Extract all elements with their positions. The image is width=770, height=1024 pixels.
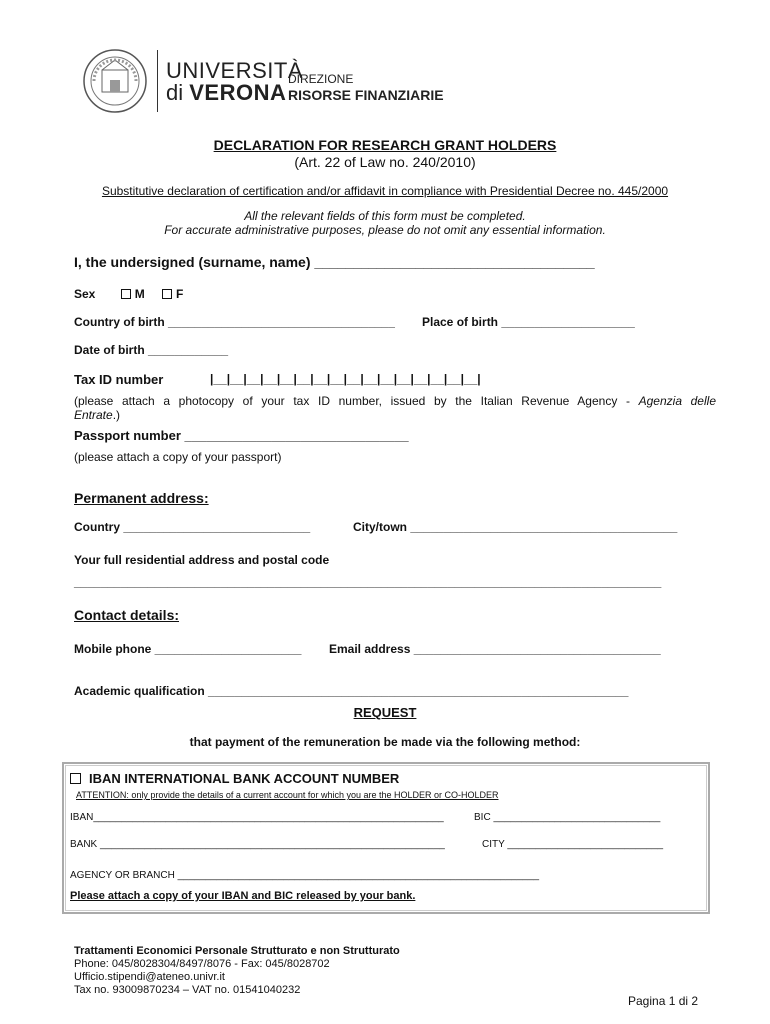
residential-address-field[interactable]: ________________________________________________________________________________________ <box>74 575 662 589</box>
footer-tax: Tax no. 93009870234 – VAT no. 01541040232 <box>74 984 301 996</box>
city-town-field[interactable]: City/town ________________________________________ <box>353 520 678 534</box>
iban-field[interactable]: IBAN_______________________________________________________________ <box>70 812 444 823</box>
place-of-birth-field[interactable]: Place of birth ____________________ <box>422 315 635 329</box>
header-divider <box>157 50 158 112</box>
email-address-field[interactable]: Email address _____________________________________ <box>329 642 661 656</box>
country-field[interactable]: Country ____________________________ <box>74 520 311 534</box>
instruction-note: All the relevant fields of this form must be completed. <box>244 209 526 223</box>
tax-id-note: (please attach a photocopy of your tax ID number, issued by the Italian Revenue Agency - Agenzia delle <box>74 394 716 408</box>
sex-label: Sex <box>74 287 96 301</box>
sex-m-label: M <box>134 287 145 301</box>
iban-section <box>62 762 710 914</box>
footer-contact <box>74 945 400 997</box>
document-title: DECLARATION FOR RESEARCH GRANT HOLDERS <box>213 137 557 153</box>
sex-field <box>74 287 183 301</box>
bank-field[interactable]: BANK ______________________________________________________________ <box>70 839 445 850</box>
document-subtitle: (Art. 22 of Law no. 240/2010) <box>294 154 476 170</box>
footer-phone: Phone: 045/8028304/8497/8076 - Fax: 045/8028702 <box>74 958 330 970</box>
iban-checkbox[interactable] <box>70 773 81 784</box>
tax-id-boxes[interactable]: |__|__|__|__|__|__|__|__|__|__|__|__|__|__|__|__| <box>210 372 481 386</box>
bank-city-field[interactable]: CITY ____________________________ <box>482 839 664 850</box>
date-of-birth-field[interactable]: Date of birth ____________ <box>74 343 229 357</box>
substitutive-declaration: Substitutive declaration of certification and/or affidavit in compliance with Presidential Decree no. 445/2000 <box>101 184 669 198</box>
iban-attention: ATTENTION: only provide the details of a current account for which you are the HOLDER or CO-HOLDER <box>76 790 499 800</box>
page-number: Pagina 1 di 2 <box>628 994 699 1008</box>
university-name: UNIVERSITÀ <box>166 58 304 83</box>
tax-id-note-end: Entrate.) <box>74 408 121 422</box>
undersigned-field[interactable]: I, the undersigned (surname, name) ____________________________________ <box>74 254 595 270</box>
mobile-phone-field[interactable]: Mobile phone ______________________ <box>74 642 302 656</box>
agency-branch-field[interactable]: AGENCY OR BRANCH _________________________________________________________________ <box>70 870 540 881</box>
iban-title-text: IBAN INTERNATIONAL BANK ACCOUNT NUMBER <box>89 771 400 786</box>
footer-email[interactable]: Ufficio.stipendi@ateneo.univr.it <box>74 971 225 983</box>
department-name: RISORSE FINANZIARIE <box>288 87 444 103</box>
country-of-birth-field[interactable]: Country of birth __________________________________ <box>74 315 395 329</box>
iban-attach-note: Please attach a copy of your IBAN and BIC released by your bank. <box>70 890 416 902</box>
sex-f-label: F <box>176 287 184 301</box>
contact-details-heading: Contact details: <box>74 607 180 623</box>
residential-address-label: Your full residential address and postal code <box>74 553 330 567</box>
university-city: di VERONA <box>166 80 287 105</box>
sex-f-checkbox[interactable] <box>162 289 172 299</box>
bic-field[interactable]: BIC ______________________________ <box>474 812 661 823</box>
request-text: that payment of the remuneration be made via the following method: <box>189 735 581 749</box>
academic-qualification-field[interactable]: Academic qualification _______________________________________________________________ <box>74 684 629 698</box>
passport-note: (please attach a copy of your passport) <box>74 450 282 464</box>
request-heading: REQUEST <box>353 705 417 720</box>
permanent-address-heading: Permanent address: <box>74 490 209 506</box>
tax-id-label: Tax ID number <box>74 372 164 387</box>
university-seal-logo <box>80 48 150 114</box>
direction-label: DIREZIONE <box>288 72 354 86</box>
iban-title <box>70 771 399 787</box>
passport-number-field[interactable]: Passport number _______________________________ <box>74 428 409 443</box>
sex-m-checkbox[interactable] <box>121 289 131 299</box>
footer-office: Trattamenti Economici Personale Strutturato e non Strutturato <box>74 945 400 957</box>
instruction-note: For accurate administrative purposes, please do not omit any essential information. <box>164 223 606 237</box>
